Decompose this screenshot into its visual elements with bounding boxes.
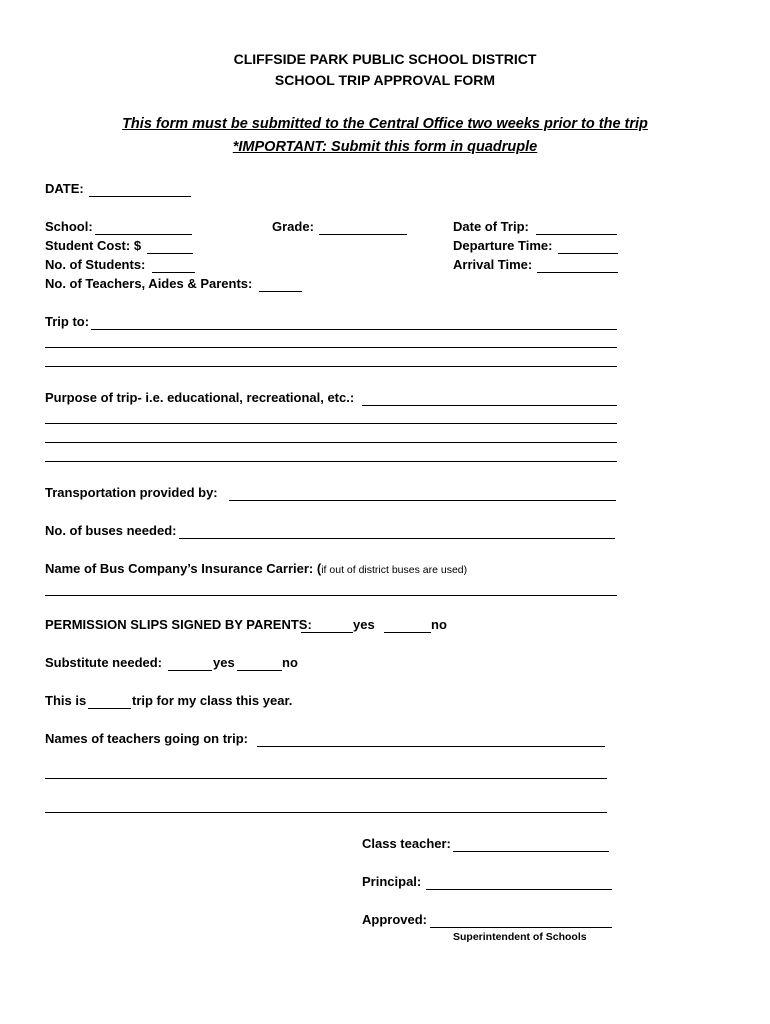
insurance-label: Name of Bus Company’s Insurance Carrier: ( [45,561,322,576]
arrival-time-label: Arrival Time: [453,257,533,272]
buses-label: No. of buses needed: [45,523,177,538]
approved-signature[interactable] [430,910,612,928]
buses-field[interactable] [179,521,615,539]
substitute-label: Substitute needed: [45,655,163,670]
purpose-line-3[interactable] [45,442,617,443]
trip-to-line-3[interactable] [45,366,617,367]
purpose-label: Purpose of trip- i.e. educational, recreational, etc.: [45,390,355,405]
date-of-trip-field[interactable] [536,217,617,235]
arrival-time-field[interactable] [537,255,618,273]
school-label: School: [45,219,93,234]
grade-label: Grade: [272,219,314,234]
permission-slips-label: PERMISSION SLIPS SIGNED BY PARENTS: [45,617,312,632]
purpose-field[interactable] [362,388,617,406]
grade-field[interactable] [319,217,407,235]
submission-notice: This form must be submitted to the Central Office two weeks prior to the trip [122,116,648,132]
substitute-no-label: no [282,655,298,670]
teachers-going-line-3[interactable] [45,812,607,813]
num-adults-label: No. of Teachers, Aides & Parents: [45,276,253,291]
date-of-trip-label: Date of Trip: [453,219,529,234]
date-label: DATE: [45,181,84,196]
trip-to-field[interactable] [91,312,617,330]
form-title: SCHOOL TRIP APPROVAL FORM [274,72,496,88]
permission-no-field[interactable] [384,615,431,633]
approved-label: Approved: [362,912,427,927]
trip-to-line-2[interactable] [45,347,617,348]
departure-time-field[interactable] [558,236,618,254]
district-title: CLIFFSIDE PARK PUBLIC SCHOOL DISTRICT [233,51,537,67]
school-field[interactable] [95,217,192,235]
important-notice: *IMPORTANT: Submit this form in quadruple [232,139,538,155]
purpose-line-2[interactable] [45,423,617,424]
permission-yes-label: yes [353,617,375,632]
trip-for-class-label: trip for my class this year. [132,693,293,708]
substitute-yes-field[interactable] [168,653,212,671]
trip-to-label: Trip to: [45,314,90,329]
purpose-line-4[interactable] [45,461,617,462]
transportation-field[interactable] [229,483,616,501]
principal-signature[interactable] [426,872,612,890]
num-adults-field[interactable] [259,274,302,292]
insurance-label-row [45,561,467,578]
teachers-going-field[interactable] [257,729,605,747]
transportation-label: Transportation provided by: [45,485,218,500]
superintendent-caption: Superintendent of Schools [453,931,587,943]
permission-yes-field[interactable] [301,615,353,633]
class-teacher-signature[interactable] [453,834,609,852]
trip-count-field[interactable] [88,691,131,709]
insurance-field[interactable] [45,595,617,596]
date-field[interactable] [89,179,191,197]
substitute-yes-label: yes [213,655,235,670]
num-students-field[interactable] [152,255,195,273]
departure-time-label: Departure Time: [453,238,553,253]
principal-label: Principal: [362,874,422,889]
num-students-label: No. of Students: [45,257,146,272]
permission-no-label: no [431,617,447,632]
student-cost-field[interactable] [147,236,193,254]
this-is-label: This is [45,693,87,708]
insurance-note: if out of district buses are used) [321,564,468,576]
class-teacher-label: Class teacher: [362,836,451,851]
teachers-going-label: Names of teachers going on trip: [45,731,248,746]
substitute-no-field[interactable] [237,653,282,671]
teachers-going-line-2[interactable] [45,778,607,779]
student-cost-label: Student Cost: $ [45,238,142,253]
